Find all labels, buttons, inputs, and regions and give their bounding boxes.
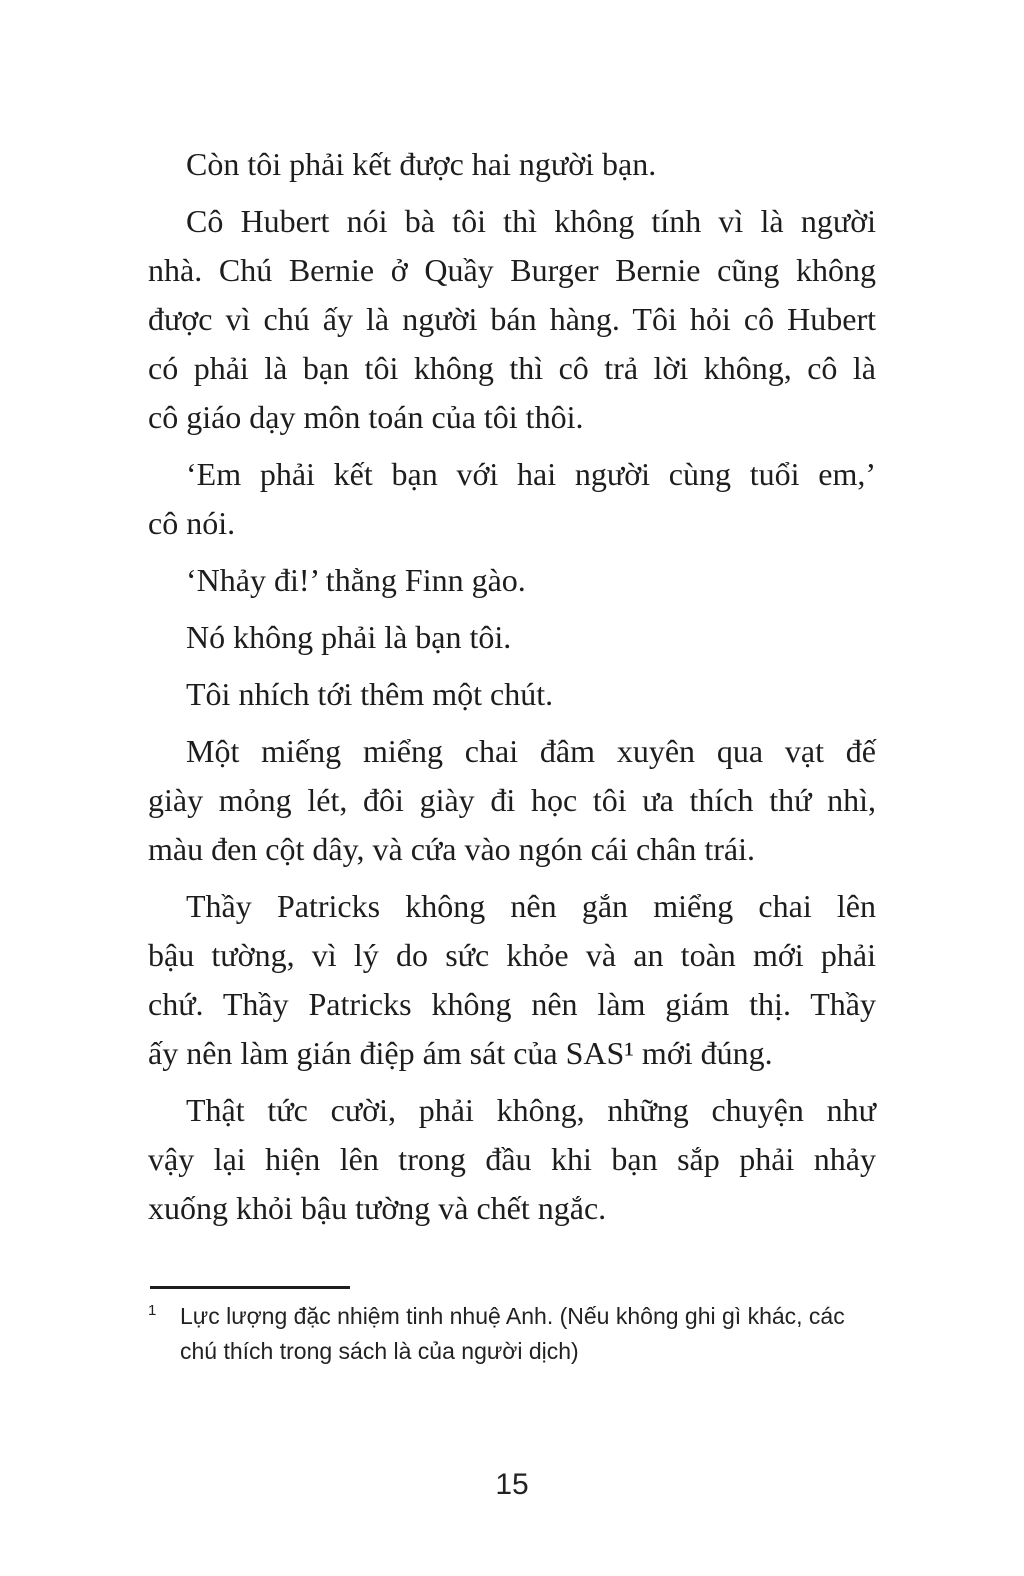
paragraph (148, 882, 876, 1078)
text-line: giày mỏng lét, đôi giày đi học tôi ưa thích thứ nhì, (148, 782, 876, 818)
footnote-line: chú thích trong sách là của người dịch) (180, 1338, 579, 1364)
footnote-divider (150, 1286, 350, 1289)
text-line: ‘Nhảy đi!’ thằng Finn gào. (186, 562, 526, 598)
text-line: ấy nên làm gián điệp ám sát của SAS¹ mới đúng. (148, 1035, 773, 1071)
text-line: Nó không phải là bạn tôi. (186, 619, 512, 655)
footnote-body (148, 1299, 876, 1369)
text-line: vậy lại hiện lên trong đầu khi bạn sắp phải nhảy (148, 1141, 876, 1177)
footnote (148, 1286, 876, 1369)
paragraph (148, 556, 876, 605)
text-line: xuống khỏi bậu tường và chết ngắc. (148, 1190, 607, 1226)
text-line: ‘Em phải kết bạn với hai người cùng tuổi em,’ (186, 456, 876, 492)
body-text (148, 140, 876, 1233)
footnote-line: Lực lượng đặc nhiệm tinh nhuệ Anh. (Nếu không ghi gì khác, các (180, 1303, 845, 1329)
text-line: Cô Hubert nói bà tôi thì không tính vì là người (186, 203, 876, 239)
text-line: cô giáo dạy môn toán của tôi thôi. (148, 399, 584, 435)
paragraph (148, 140, 876, 189)
paragraph (148, 613, 876, 662)
text-line: chứ. Thầy Patricks không nên làm giám thị. Thầy (148, 986, 876, 1022)
text-line: được vì chú ấy là người bán hàng. Tôi hỏi cô Hubert (148, 301, 876, 337)
paragraph (148, 197, 876, 442)
paragraph (148, 670, 876, 719)
text-line: Thầy Patricks không nên gắn miểng chai lên (186, 888, 876, 924)
paragraph (148, 1086, 876, 1233)
text-line: nhà. Chú Bernie ở Quầy Burger Bernie cũng không (148, 252, 876, 288)
text-line: cô nói. (148, 505, 236, 541)
page-number: 15 (495, 1468, 529, 1501)
paragraph (148, 450, 876, 548)
text-line: Thật tức cười, phải không, những chuyện như (186, 1092, 876, 1128)
text-line: bậu tường, vì lý do sức khỏe và an toàn mới phải (148, 937, 876, 973)
footnote-marker: 1 (148, 1302, 157, 1319)
text-line: Tôi nhích tới thêm một chút. (186, 676, 554, 712)
text-line: có phải là bạn tôi không thì cô trả lời không, cô là (148, 350, 876, 386)
footnote-text (180, 1299, 876, 1369)
text-line: màu đen cột dây, và cứa vào ngón cái chân trái. (148, 831, 756, 867)
text-line: Còn tôi phải kết được hai người bạn. (186, 146, 657, 182)
paragraph (148, 727, 876, 874)
text-line: Một miếng miểng chai đâm xuyên qua vạt đế (186, 733, 876, 769)
